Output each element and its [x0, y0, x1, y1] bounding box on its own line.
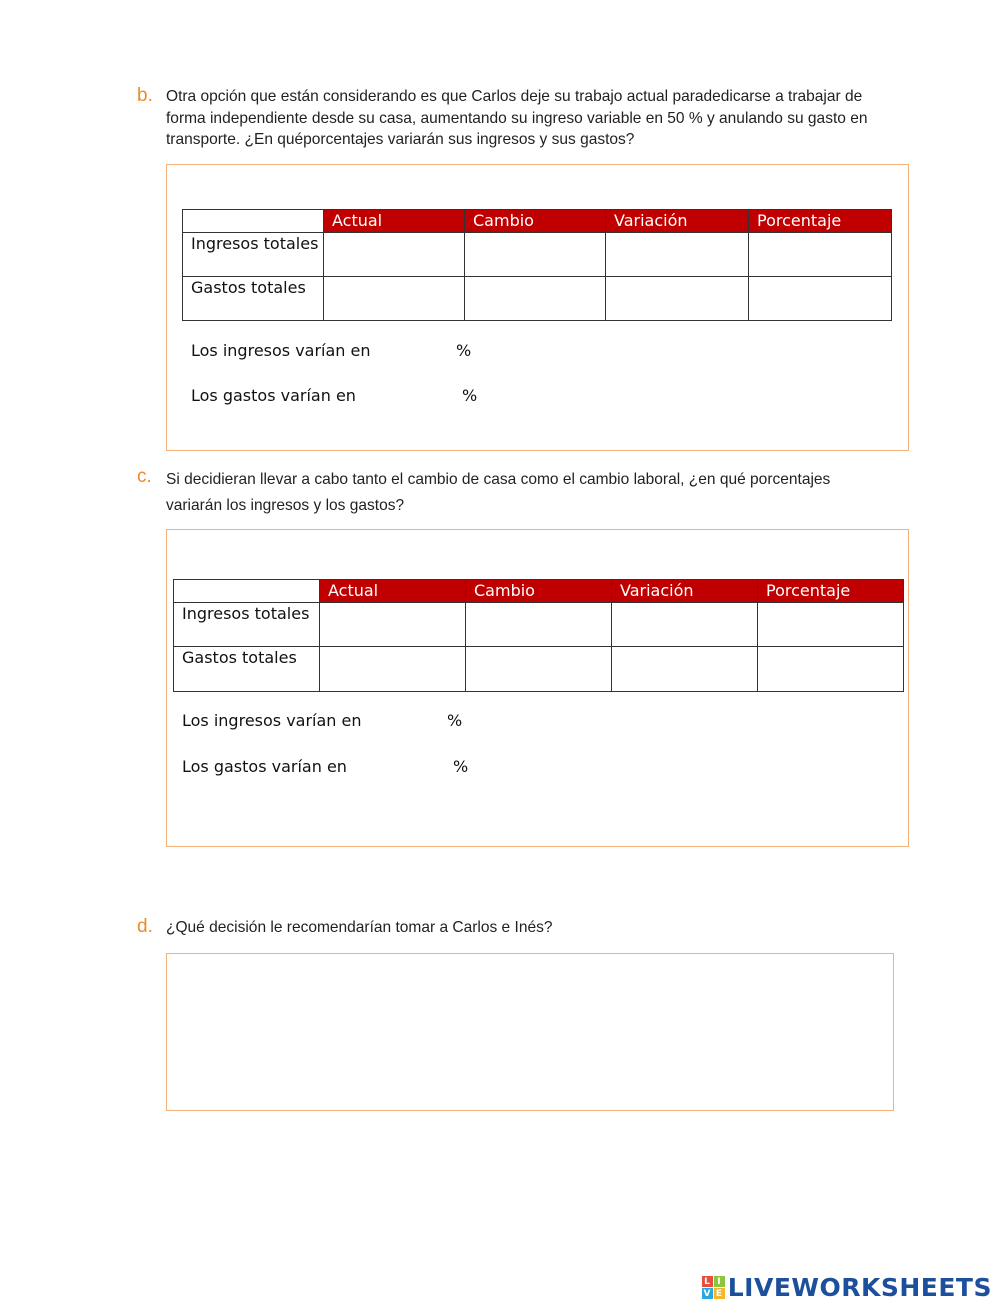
c-gastos-label: Los gastos varían en — [182, 757, 347, 776]
logo-mark-icon — [702, 1276, 725, 1299]
table-b-header-row — [183, 210, 892, 233]
c-gastos-percent: % — [453, 757, 469, 776]
table-b-row-label: Gastos totales — [183, 277, 324, 321]
table-b-row-label: Ingresos totales — [183, 233, 324, 277]
question-d-letter: d. — [137, 916, 153, 937]
table-b-cell-porcentaje[interactable] — [749, 233, 892, 277]
answer-box-d[interactable] — [166, 953, 894, 1111]
logo-letter: L — [702, 1276, 713, 1287]
table-c-cell-cambio[interactable] — [466, 603, 612, 647]
table-c-cell-cambio[interactable] — [466, 647, 612, 692]
table-c-cell-actual[interactable] — [320, 647, 466, 692]
table-b-row-ingresos — [183, 233, 892, 277]
question-c-letter: c. — [137, 466, 152, 487]
table-c-cell-porcentaje[interactable] — [758, 603, 904, 647]
table-c-row-label: Gastos totales — [174, 647, 320, 692]
question-c-text: Si decidieran llevar a cabo tanto el cambio de casa como el cambio laboral, ¿en qué porcentajes variarán los ingresos y los gastos? — [166, 471, 831, 514]
table-b-header-porcentaje: Porcentaje — [749, 210, 892, 233]
table-b-header-cambio: Cambio — [465, 210, 606, 233]
table-c-row-label: Ingresos totales — [174, 603, 320, 647]
liveworksheets-logo — [702, 1273, 992, 1302]
table-b-header-actual: Actual — [324, 210, 465, 233]
question-b-text: Otra opción que están considerando es que Carlos deje su trabajo actual paradedicarse a trabajar de forma independiente desde su casa, aumentando su ingreso variable en 50 % y anulando su gasto en transporte. ¿En quéporcentajes variarán sus ingresos y sus gastos? — [166, 88, 868, 148]
table-b-cell-porcentaje[interactable] — [749, 277, 892, 321]
b-ingresos-label: Los ingresos varían en — [191, 341, 371, 360]
table-c-header-porcentaje: Porcentaje — [758, 580, 904, 603]
table-b-header-variacion: Variación — [606, 210, 749, 233]
table-b-cell-variacion[interactable] — [606, 277, 749, 321]
table-c-cell-actual[interactable] — [320, 603, 466, 647]
table-c-cell-porcentaje[interactable] — [758, 647, 904, 692]
table-c-row-gastos — [174, 647, 904, 692]
c-ingresos-percent: % — [447, 711, 463, 730]
b-gastos-percent: % — [462, 386, 478, 405]
table-c-header-empty — [174, 580, 320, 603]
table-b — [182, 209, 892, 321]
table-b-cell-variacion[interactable] — [606, 233, 749, 277]
table-b-cell-cambio[interactable] — [465, 277, 606, 321]
table-c-cell-variacion[interactable] — [612, 647, 758, 692]
table-b-cell-cambio[interactable] — [465, 233, 606, 277]
table-c-header-actual: Actual — [320, 580, 466, 603]
table-c-row-ingresos — [174, 603, 904, 647]
table-b-cell-actual[interactable] — [324, 233, 465, 277]
table-c-header-cambio: Cambio — [466, 580, 612, 603]
logo-letter: V — [703, 1288, 711, 1299]
table-c-header-variacion: Variación — [612, 580, 758, 603]
c-ingresos-label: Los ingresos varían en — [182, 711, 362, 730]
table-c-header-row — [174, 580, 904, 603]
question-d-text: ¿Qué decisión le recomendarían tomar a Carlos e Inés? — [166, 919, 553, 936]
table-b-row-gastos — [183, 277, 892, 321]
logo-letter: I — [714, 1276, 725, 1287]
b-ingresos-percent: % — [456, 341, 472, 360]
question-b-letter: b. — [137, 85, 153, 106]
table-b-cell-actual[interactable] — [324, 277, 465, 321]
logo-letter: E — [714, 1288, 725, 1299]
table-c-cell-variacion[interactable] — [612, 603, 758, 647]
b-gastos-label: Los gastos varían en — [191, 386, 356, 405]
table-c — [173, 579, 904, 692]
table-b-header-empty — [183, 210, 324, 233]
logo-text: LIVEWORKSHEETS — [727, 1273, 992, 1302]
